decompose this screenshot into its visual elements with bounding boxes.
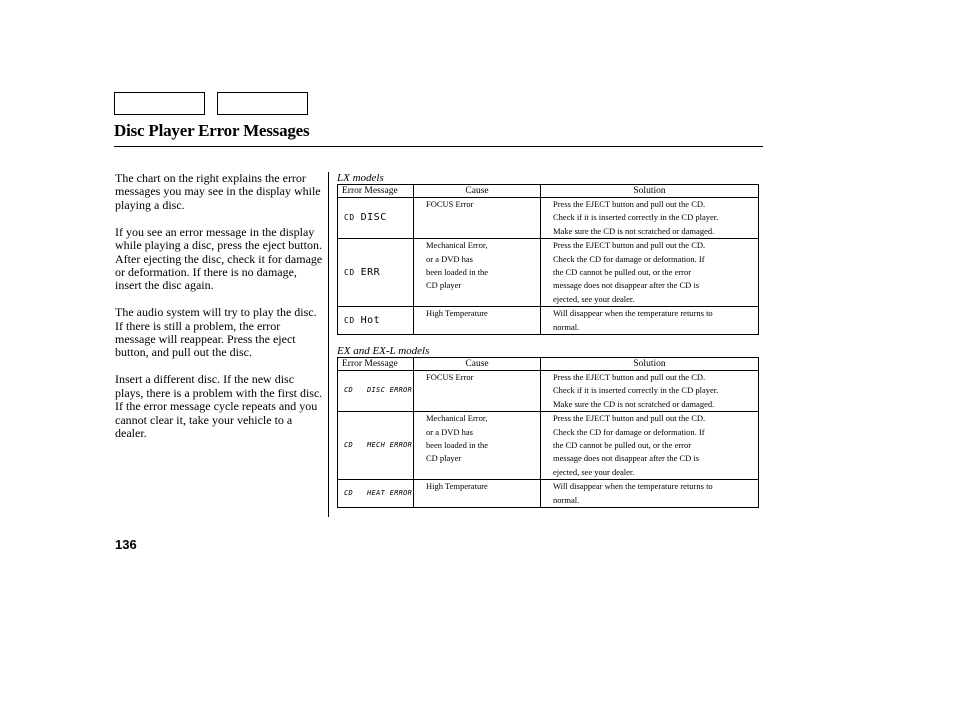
header-error-message: Error Message [338,358,414,371]
cause-cell [414,198,541,239]
error-message-display [338,198,414,239]
lx-error-table [337,184,759,335]
solution-line: Make sure the CD is not scratched or damaged. [553,225,715,236]
solution-line: Check if it is inserted correctly in the CD player. [553,212,719,223]
table-row [338,371,759,412]
solution-line: Will disappear when the temperature returns to [553,308,713,319]
solution-line: the CD cannot be pulled out, or the error [553,267,692,278]
table-row [338,198,759,239]
page-number: 136 [115,537,137,552]
error-code: DISC [360,212,387,224]
intro-text [115,172,323,454]
solution-line: Check the CD for damage or deformation. If [553,253,705,264]
solution-line: ejected, see your dealer. [553,466,635,477]
intro-paragraph: If you see an error message in the display while playing a disc, press the eject button. After ejecting the disc, check it for damage or deformation. If there is no damage, insert the disc again. [115,224,323,293]
solution-cell [541,480,759,508]
solution-line: Will disappear when the temperature returns to [553,481,713,492]
cd-indicator: CD [344,441,354,450]
solution-cell [541,239,759,307]
error-message-display [338,239,414,307]
cause-cell [414,412,541,480]
cause-line: been loaded in the [426,267,489,278]
intro-paragraph: Insert a different disc. If the new disc plays, there is a problem with the first disc. If the error message cycle repeats and you cannot clear it, take your vehicle to a dealer. [115,372,323,440]
solution-cell [541,198,759,239]
solution-line: message does not disappear after the CD is [553,280,700,291]
cause-line: been loaded in the [426,440,489,451]
cause-cell [414,239,541,307]
solution-cell [541,307,759,335]
intro-paragraph: The chart on the right explains the error messages you may see in the display while playing a disc. [115,171,321,212]
title-rule [114,146,763,147]
solution-line: Press the EJECT button and pull out the CD. [553,413,706,424]
solution-line: ejected, see your dealer. [553,293,635,304]
cause-line: Mechanical Error, [426,413,488,424]
cause-line: or a DVD has [426,253,473,264]
cause-line: FOCUS Error [426,199,474,209]
header-cause: Cause [414,185,541,198]
cause-line: Mechanical Error, [426,240,488,251]
column-divider [328,172,329,517]
cd-indicator: CD [344,315,355,325]
header-error-message: Error Message [338,185,414,198]
solution-line: Check if it is inserted correctly in the CD player. [553,385,719,396]
cause-line: High Temperature [426,481,488,492]
cd-indicator: CD [344,268,355,278]
cause-cell [414,371,541,412]
solution-line: Check the CD for damage or deformation. If [553,426,705,437]
error-message-display [338,412,414,480]
solution-line: the CD cannot be pulled out, or the error [553,440,692,451]
error-message-display [338,307,414,335]
error-message-display [338,371,414,412]
table-header-row [338,185,759,198]
solution-line: Make sure the CD is not scratched or damaged. [553,398,715,409]
table-row [338,480,759,508]
cause-line: CD player [426,280,462,291]
ex-models-caption: EX and EX-L models [337,345,430,357]
lx-models-caption: LX models [337,172,384,184]
table-header-row [338,358,759,371]
table-row [338,412,759,480]
table-row [338,239,759,307]
solution-line: message does not disappear after the CD is [553,453,700,464]
cd-indicator: CD [344,386,354,395]
solution-line: Press the EJECT button and pull out the CD. [553,199,706,209]
table-row [338,307,759,335]
cause-cell [414,480,541,508]
cause-cell [414,307,541,335]
header-solution: Solution [541,185,759,198]
error-code: DISC ERROR [367,386,413,395]
cause-line: FOCUS Error [426,372,474,382]
nav-box-1[interactable] [114,92,205,115]
error-code: MECH ERROR [367,441,413,450]
cd-indicator: CD [344,488,354,497]
error-code: Hot [360,314,381,326]
page-title: Disc Player Error Messages [114,121,310,140]
cause-line: High Temperature [426,308,488,319]
error-message-display [338,480,414,508]
solution-cell [541,371,759,412]
error-code: ERR [360,267,381,279]
header-cause: Cause [414,358,541,371]
solution-line: normal. [553,321,580,332]
solution-line: Press the EJECT button and pull out the CD. [553,372,706,382]
intro-paragraph: The audio system will try to play the disc. If there is still a problem, the error message will reappear. Press the eject button, and pull out the disc. [115,305,317,360]
cause-line: or a DVD has [426,426,473,437]
cause-line: CD player [426,453,462,464]
error-code: HEAT ERROR [367,488,413,497]
nav-box-2[interactable] [217,92,308,115]
solution-line: normal. [553,494,580,505]
solution-line: Press the EJECT button and pull out the CD. [553,240,706,251]
exl-error-table [337,357,759,508]
cd-indicator: CD [344,213,355,223]
solution-cell [541,412,759,480]
header-solution: Solution [541,358,759,371]
